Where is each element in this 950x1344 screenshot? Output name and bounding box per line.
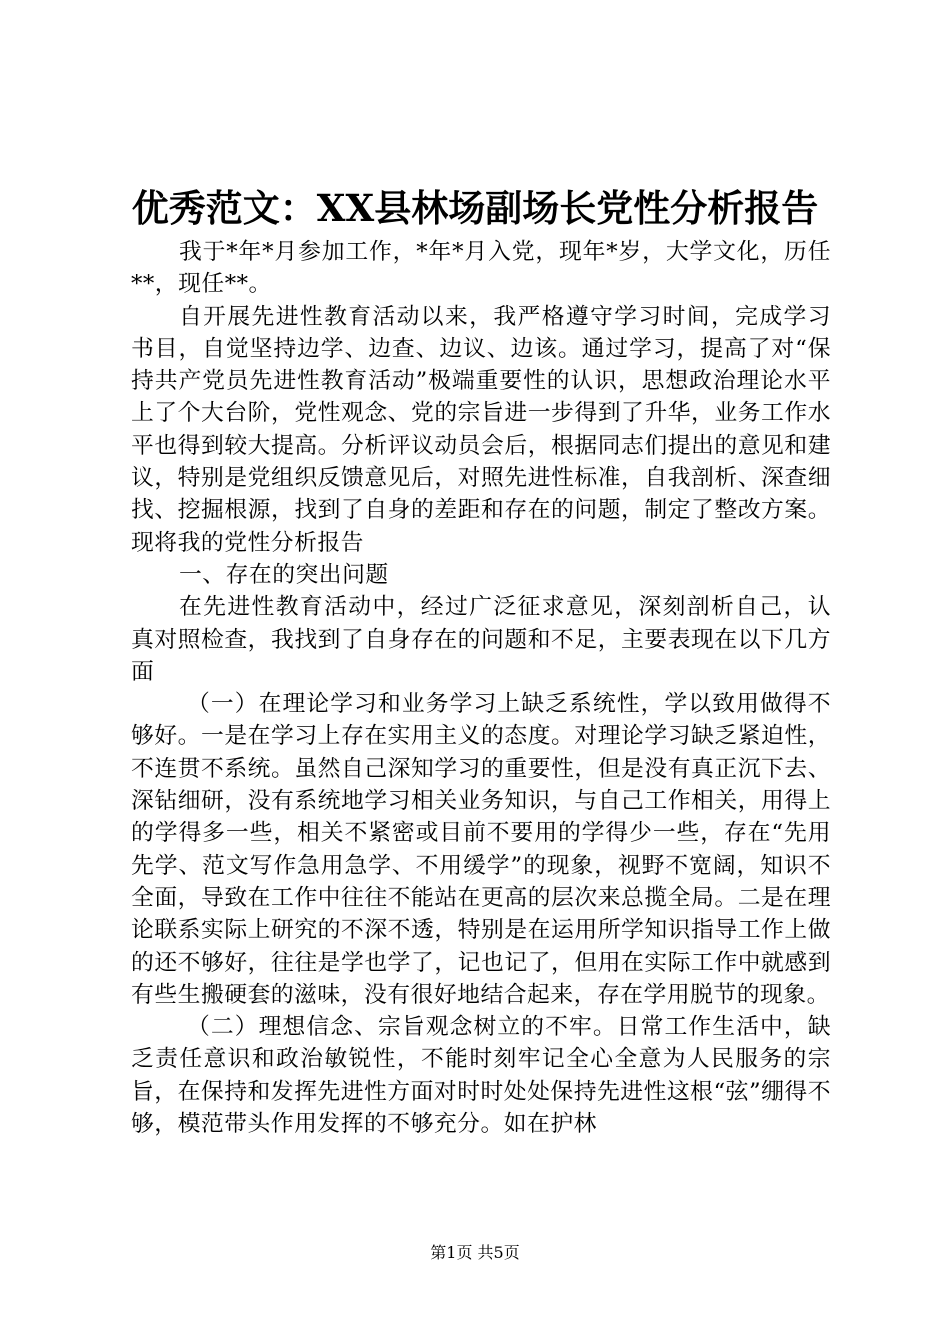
paragraph-problem-1: （一）在理论学习和业务学习上缺乏系统性，学以致用做得不够好。一是在学习上存在实用主义的态度。对理论学习缺乏紧迫性，不连贯不系统。虽然自己深知学习的重要性，但是没有真正沉下去、深钻细研，没有系统地学习相关业务知识，与自己工作相关，用得上的学得多一些，相关不紧密或目前不要用的学得少一些，存在“先用先学、范文写作急用急学、不用缓学”的现象，视野不宽阔，知识不全面，导致在工作中往往不能站在更高的层次来总揽全局。二是在理论联系实际上研究的不深不透，特别是在运用所学知识指导工作上做的还不够好，往往是学也学了，记也记了，但用在实际工作中就感到有些生搬硬套的滋味，没有很好地结合起来，存在学用脱节的现象。 bbox=[131, 691, 831, 1008]
page-number-footer: 第1页 共5页 bbox=[430, 1243, 520, 1262]
paragraph-problem-2: （二）理想信念、宗旨观念树立的不牢。日常工作生活中，缺乏责任意识和政治敏锐性，不能时刻牢记全心全意为人民服务的宗旨，在保持和发挥先进性方面对时时处处保持先进性这根“弦”绷得不够，模范带头作用发挥的不够充分。如在护林 bbox=[131, 1014, 831, 1138]
paragraph-intro: 我于*年*月参加工作，*年*月入党，现年*岁，大学文化，历任**，现任**。 bbox=[131, 239, 831, 298]
section-heading-problems: 一、存在的突出问题 bbox=[179, 561, 389, 588]
paragraph-problems-intro: 在先进性教育活动中，经过广泛征求意见，深刻剖析自己，认真对照检查，我找到了自身存在的问题和不足，主要表现在以下几方面 bbox=[131, 594, 831, 685]
document-body bbox=[131, 236, 831, 1140]
paragraph-study: 自开展先进性教育活动以来，我严格遵守学习时间，完成学习书目，自觉坚持边学、边查、边议、边该。通过学习，提高了对“保持共产党员先进性教育活动”极端重要性的认识，思想政治理论水平上了个大台阶，党性观念、党的宗旨进一步得到了升华，业务工作水平也得到较大提高。分析评议动员会后，根据同志们提出的意见和建议，特别是党组织反馈意见后，对照先进性标准，自我剖析、深查细找、挖掘根源，找到了自身的差距和存在的问题，制定了整改方案。现将我的党性分析报告 bbox=[131, 303, 831, 556]
page-title: 优秀范文：XX县林场副场长党性分析报告 bbox=[131, 186, 819, 230]
